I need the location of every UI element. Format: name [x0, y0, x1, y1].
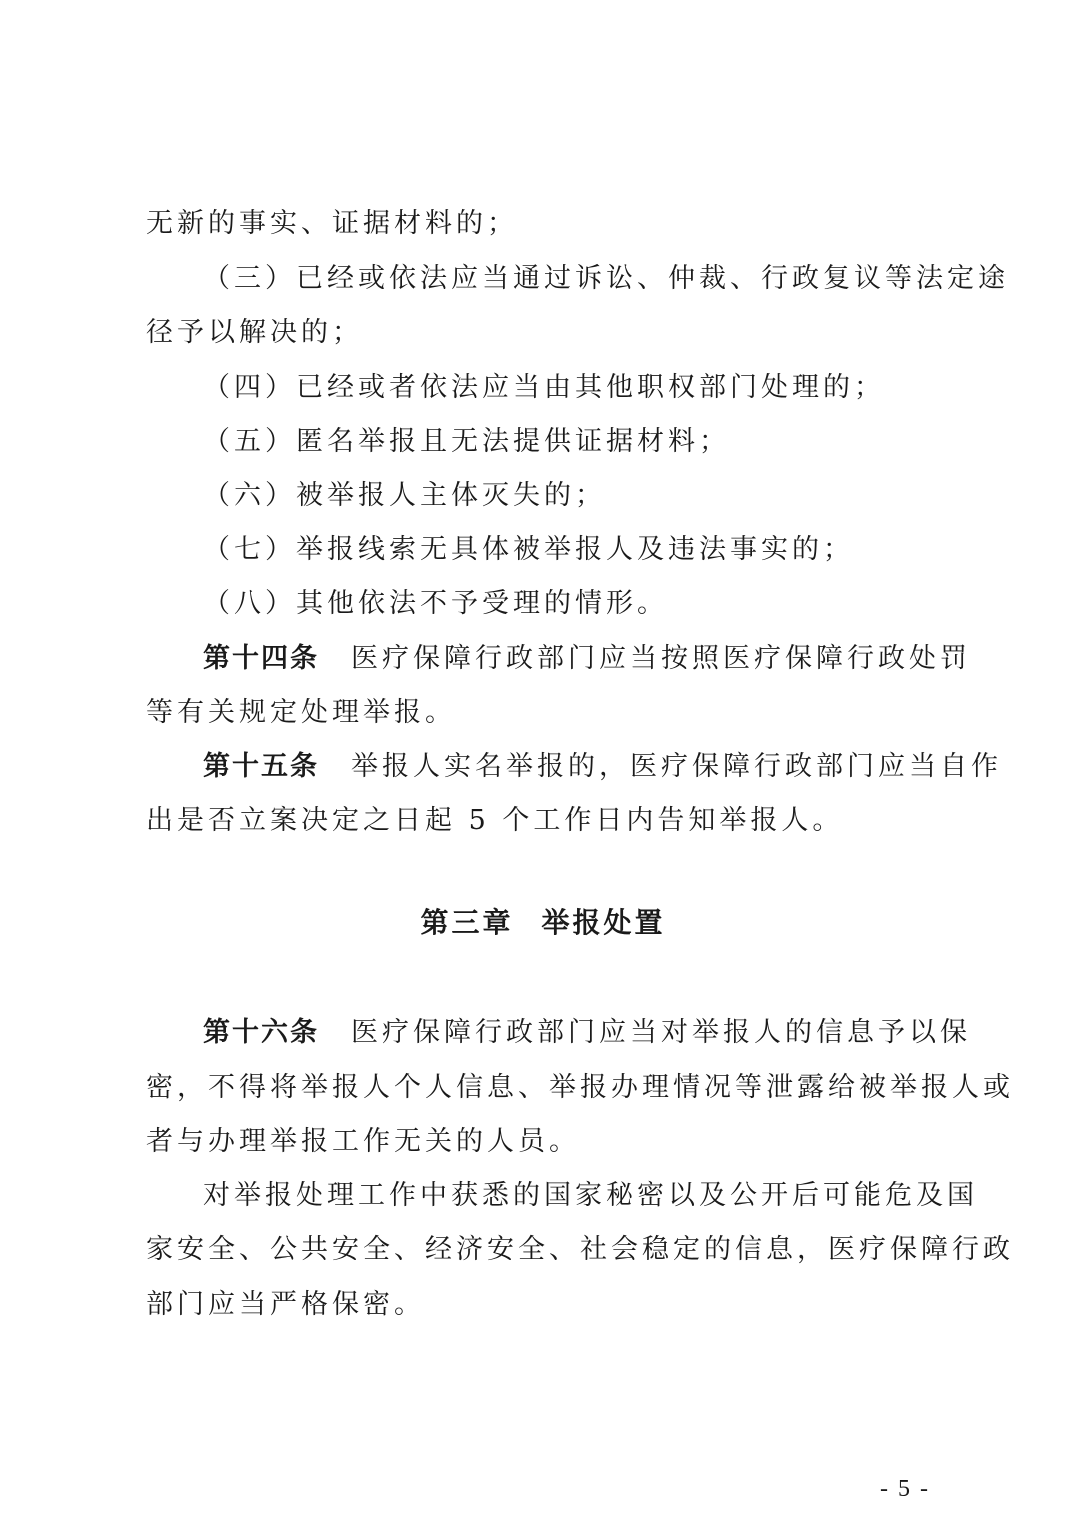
list-item-5: （五）匿名举报且无法提供证据材料； — [203, 426, 730, 457]
paragraph-line: 对举报处理工作中获悉的国家秘密以及公开后可能危及国 — [203, 1180, 978, 1211]
chapter-title: 举报处置 — [541, 906, 666, 939]
text-line: 无新的事实、证据材料的； — [146, 208, 518, 239]
text-line: 径予以解决的； — [146, 317, 363, 348]
list-item-6: （六）被举报人主体灭失的； — [203, 480, 606, 511]
text-line: 密，不得将举报人个人信息、举报办理情况等泄露给被举报人或 — [146, 1072, 1014, 1103]
text-line: 出是否立案决定之日起 5 个工作日内告知举报人。 — [146, 805, 844, 836]
article-14 — [203, 642, 971, 676]
article-15 — [203, 750, 1002, 784]
list-item-8: （八）其他依法不予受理的情形。 — [203, 588, 668, 619]
chapter-number: 第三章 — [420, 906, 514, 939]
article-14-label: 第十四条 — [203, 643, 319, 674]
article-14-text: 医疗保障行政部门应当按照医疗保障行政处罚 — [351, 643, 971, 674]
page-number: - 5 - — [880, 1476, 930, 1502]
article-16-label: 第十六条 — [203, 1017, 319, 1048]
article-15-label: 第十五条 — [203, 751, 319, 782]
article-15-text: 举报人实名举报的，医疗保障行政部门应当自作 — [351, 751, 1002, 782]
chapter-heading — [0, 905, 1074, 941]
article-16-text: 医疗保障行政部门应当对举报人的信息予以保 — [351, 1017, 971, 1048]
text-line: 者与办理举报工作无关的人员。 — [146, 1126, 580, 1157]
list-item-3: （三）已经或依法应当通过诉讼、仲裁、行政复议等法定途 — [203, 263, 1009, 294]
article-16 — [203, 1016, 971, 1050]
list-item-4: （四）已经或者依法应当由其他职权部门处理的； — [203, 372, 885, 403]
text-line: 部门应当严格保密。 — [146, 1289, 425, 1320]
list-item-7: （七）举报线索无具体被举报人及违法事实的； — [203, 534, 854, 565]
text-line: 等有关规定处理举报。 — [146, 697, 456, 728]
text-line: 家安全、公共安全、经济安全、社会稳定的信息，医疗保障行政 — [146, 1234, 1014, 1265]
